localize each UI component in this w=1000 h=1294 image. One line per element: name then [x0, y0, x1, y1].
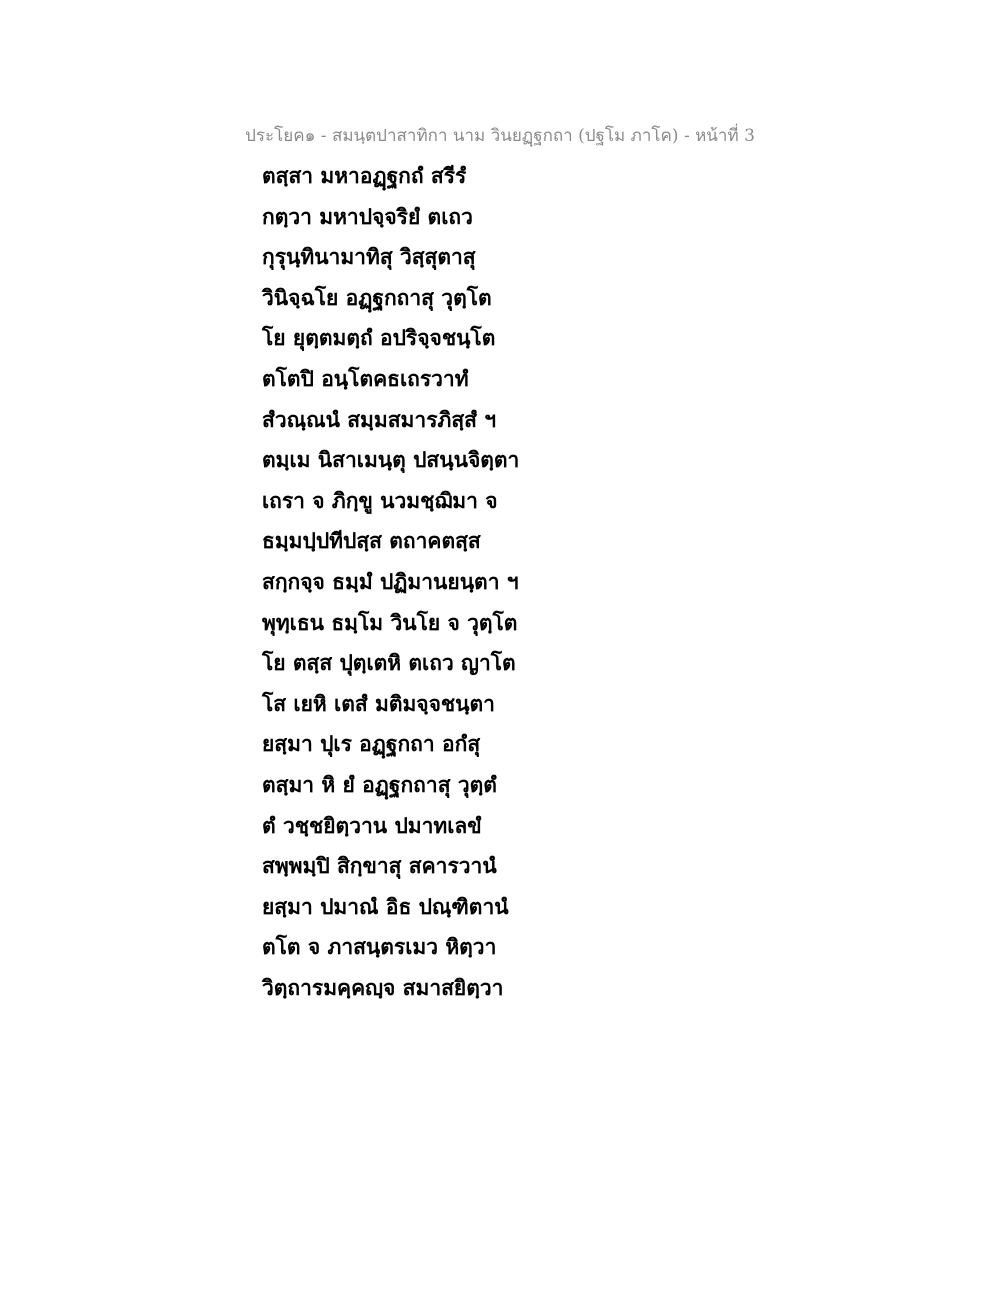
verse-line: ยสฺมา ปุเร อฏฺฐกถา อกํสุ: [262, 731, 481, 757]
verse-line: พุทฺเธน ธมฺโม วินโย จ วุตฺโต: [262, 609, 518, 635]
verse-line: สพฺพมฺปิ สิกฺขาสุ สคารวานํ: [262, 853, 497, 879]
verse-line: ตโตปิ อนฺโตคธเถรวาทํ: [262, 365, 469, 391]
running-header: ประโยค๑ - สมนฺตปาสาทิกา นาม วินยฏฺฐกถา (ปฐโม ภาโค) - หน้าที่ 3: [245, 126, 755, 146]
verse-line: สํวณฺณนํ สมฺมสมารภิสฺสํ ฯ: [262, 406, 497, 432]
verse-block: [262, 156, 862, 1008]
verse-line: เถรา จ ภิกฺขู นวมชฺฌิมา จ: [262, 487, 498, 513]
verse-line: กุรุนฺทินามาทิสุ วิสฺสุตาสุ: [262, 244, 476, 270]
verse-line: โย ยุตฺตมตฺถํ อปริจฺจชนฺโต: [262, 325, 496, 351]
verse-line: ตโต จ ภาสนฺตรเมว หิตฺวา: [262, 934, 497, 960]
verse-line: ยสฺมา ปมาณํ อิธ ปณฺฑิตานํ: [262, 893, 509, 919]
verse-line: วินิจฺฉโย อฏฺฐกถาสุ วุตฺโต: [262, 284, 492, 310]
verse-line: โย ตสฺส ปุตฺเตหิ ตเถว ญาโต: [262, 650, 516, 676]
verse-line: ตสฺมา หิ ยํ อฏฺฐกถาสุ วุตฺตํ: [262, 771, 497, 797]
verse-line: ธมฺมปฺปทีปสฺส ตถาคตสฺส: [262, 528, 481, 554]
verse-line: สกฺกจฺจ ธมฺมํ ปฏิมานยนฺตา ฯ: [262, 568, 519, 594]
verse-line: ตมฺเม นิสาเมนฺตุ ปสนฺนจิตฺตา: [262, 447, 520, 473]
verse-line: โส เยหิ เตสํ มติมจฺจชนฺตา: [262, 690, 495, 716]
verse-line: วิตฺถารมคฺคญฺจ สมาสยิตฺวา: [262, 974, 504, 1000]
verse-line: กตฺวา มหาปจฺจริยํ ตเถว: [262, 203, 473, 229]
verse-line: ตํ วชฺชยิตฺวาน ปมาทเลขํ: [262, 812, 482, 838]
verse-line: ตสฺสา มหาอฏฺฐกถํ สรีรํ: [262, 163, 467, 188]
